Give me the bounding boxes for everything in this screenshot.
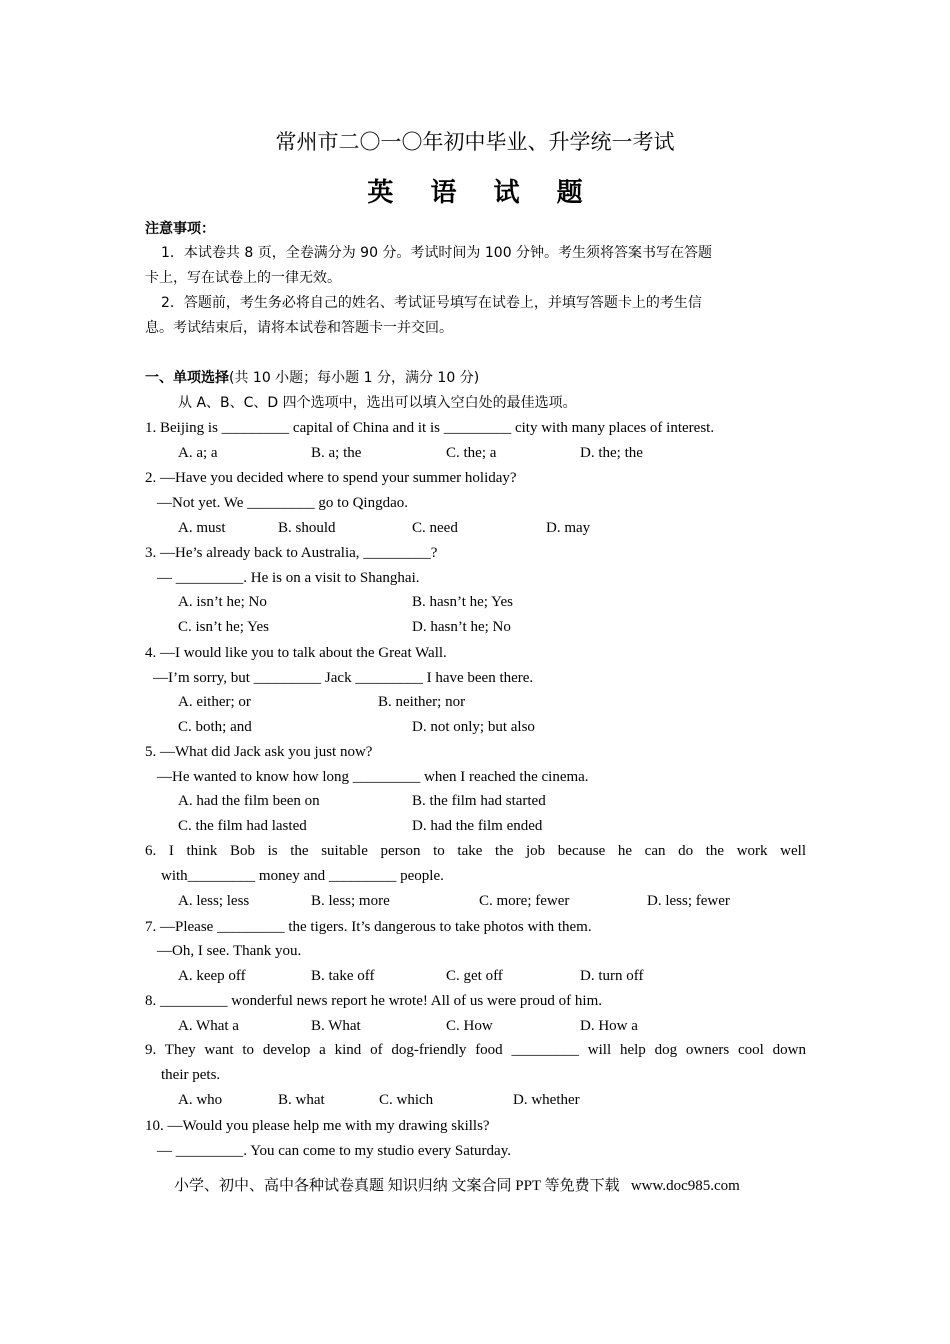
q9-option-d: D. whether: [513, 1092, 580, 1108]
q1-option-a: A. a; a: [178, 445, 218, 461]
q7-option-a: A. keep off: [178, 968, 246, 984]
q2-option-c: C. need: [412, 520, 458, 536]
q2-option-d: D. may: [546, 520, 591, 536]
notes-item2-line1: 2．答题前，考生务必将自己的姓名、考试证号填写在试卷上，并填写答题卡上的考生信: [161, 295, 702, 311]
q3-option-b: B. hasn’t he; Yes: [412, 594, 513, 610]
section1-instruction: 从 A、B、C、D 四个选项中，选出可以填入空白处的最佳选项。: [178, 395, 577, 411]
q3-stem: 3. —He’s already back to Australia, _________?: [145, 545, 438, 561]
q2-option-a: A. must: [178, 520, 226, 536]
q1-stem: 1. Beijing is _________ capital of China and it is _________ city with many places of interest.: [145, 420, 715, 436]
notes-item1-line1: 1．本试卷共 8 页，全卷满分为 90 分。考试时间为 100 分钟。考生须将答案书写在答题: [161, 245, 713, 261]
q4-option-b: B. neither; nor: [378, 694, 466, 710]
q8-option-c: C. How: [446, 1018, 493, 1034]
section1-heading-note: (共 10 小题；每小题 1 分，满分 10 分): [229, 370, 480, 386]
q3-option-a: A. isn’t he; No: [178, 594, 267, 610]
q6-stem: 6. I think Bob is the suitable person to take the job because he can do the work well: [145, 843, 806, 859]
q8-option-b: B. What: [311, 1018, 361, 1034]
q3-stem-2: — _________. He is on a visit to Shanghai.: [157, 570, 420, 586]
q1-option-b: B. a; the: [311, 445, 362, 461]
notes-item2-line2: 息。考试结束后，请将本试卷和答题卡一并交回。: [145, 320, 453, 336]
q7-option-c: C. get off: [446, 968, 503, 984]
q7-option-d: D. turn off: [580, 968, 644, 984]
q1-option-d: D. the; the: [580, 445, 643, 461]
q9-option-c: C. which: [379, 1092, 434, 1108]
q6-option-d: D. less; fewer: [647, 893, 730, 909]
exam-subtitle: 英 语 试 题: [367, 178, 597, 208]
q7-option-b: B. take off: [311, 968, 375, 984]
q5-option-b: B. the film had started: [412, 793, 546, 809]
q4-stem: 4. —I would like you to talk about the Great Wall.: [145, 645, 447, 661]
q7-stem-2: —Oh, I see. Thank you.: [157, 943, 302, 959]
q2-stem-2: —Not yet. We _________ go to Qingdao.: [157, 495, 408, 511]
q9-option-b: B. what: [278, 1092, 325, 1108]
q1-option-c: C. the; a: [446, 445, 497, 461]
q6-stem-2: with_________ money and _________ people.: [161, 868, 444, 884]
footer-text: 小学、初中、高中各种试卷真题 知识归纳 文案合同 PPT 等免费下载 www.doc985.com: [174, 1178, 740, 1194]
q6-option-a: A. less; less: [178, 893, 250, 909]
q5-option-c: C. the film had lasted: [178, 818, 307, 834]
q6-option-b: B. less; more: [311, 893, 390, 909]
q8-option-d: D. How a: [580, 1018, 638, 1034]
q7-stem: 7. —Please _________ the tigers. It’s dangerous to take photos with them.: [145, 919, 592, 935]
q8-stem: 8. _________ wonderful news report he wrote! All of us were proud of him.: [145, 993, 602, 1009]
q9-stem: 9. They want to develop a kind of dog-friendly food _________ will help dog owners cool down: [145, 1042, 806, 1058]
q10-stem-2: — _________. You can come to my studio every Saturday.: [157, 1143, 511, 1159]
q4-option-a: A. either; or: [178, 694, 251, 710]
q3-option-d: D. hasn’t he; No: [412, 619, 511, 635]
q8-option-a: A. What a: [178, 1018, 239, 1034]
q2-option-b: B. should: [278, 520, 336, 536]
q5-option-a: A. had the film been on: [178, 793, 320, 809]
q5-stem-2: —He wanted to know how long _________ when I reached the cinema.: [157, 769, 589, 785]
section1-heading: 一、单项选择: [145, 370, 229, 386]
q4-stem-2: —I’m sorry, but _________ Jack _________ I have been there.: [153, 670, 534, 686]
q3-option-c: C. isn’t he; Yes: [178, 619, 269, 635]
q5-stem: 5. —What did Jack ask you just now?: [145, 744, 373, 760]
q2-stem: 2. —Have you decided where to spend your summer holiday?: [145, 470, 517, 486]
q4-option-d: D. not only; but also: [412, 719, 535, 735]
q4-option-c: C. both; and: [178, 719, 252, 735]
notes-heading: 注意事项：: [145, 221, 215, 237]
q10-stem: 10. —Would you please help me with my drawing skills?: [145, 1118, 490, 1134]
notes-item1-line2: 卡上，写在试卷上的一律无效。: [145, 270, 341, 286]
q6-option-c: C. more; fewer: [479, 893, 570, 909]
q9-stem-2: their pets.: [161, 1067, 221, 1083]
section1-heading-row: [145, 368, 479, 388]
q5-option-d: D. had the film ended: [412, 818, 543, 834]
exam-title: 常州市二〇一〇年初中毕业、升学统一考试: [275, 130, 675, 154]
q9-option-a: A. who: [178, 1092, 223, 1108]
